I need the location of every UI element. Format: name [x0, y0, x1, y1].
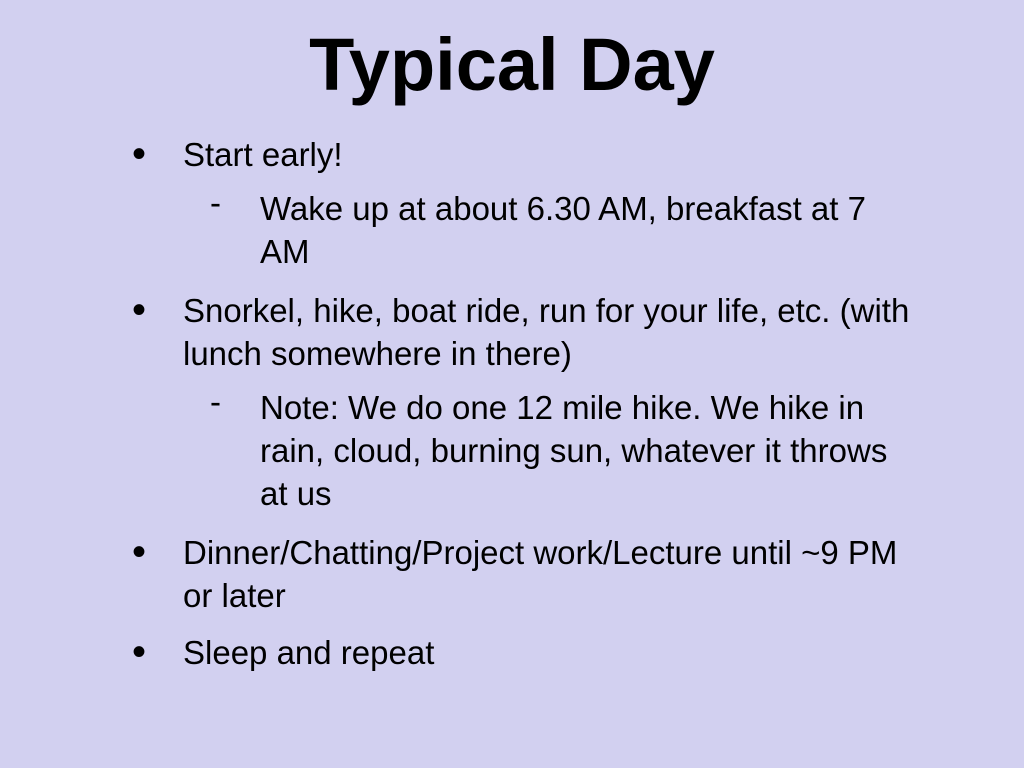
- bullet-item: [128, 631, 928, 674]
- bullet-item: [128, 289, 928, 375]
- bullet-item: [128, 133, 928, 176]
- dash-icon: -: [210, 383, 221, 420]
- bullet-icon: •: [132, 288, 147, 332]
- sub-bullet-item: [128, 184, 920, 273]
- sub-bullet-text: Wake up at about 6.30 AM, breakfast at 7 AM: [260, 190, 866, 270]
- bullet-text: Sleep and repeat: [183, 634, 435, 671]
- bullet-icon: •: [132, 530, 147, 574]
- bullet-icon: •: [132, 132, 147, 176]
- bullet-text: Start early!: [183, 136, 343, 173]
- sub-bullet-text: Note: We do one 12 mile hike. We hike in rain, cloud, burning sun, whatever it throws at us: [260, 389, 888, 512]
- bullet-item: [128, 531, 928, 617]
- bullet-text: Snorkel, hike, boat ride, run for your life, etc. (with lunch somewhere in there): [183, 292, 910, 372]
- dash-icon: -: [210, 184, 221, 221]
- bullet-text: Dinner/Chatting/Project work/Lecture until ~9 PM or later: [183, 534, 898, 614]
- sub-bullet-item: [128, 383, 920, 515]
- slide-title: Typical Day: [309, 23, 715, 106]
- bullet-list: [128, 133, 928, 688]
- bullet-icon: •: [132, 630, 147, 674]
